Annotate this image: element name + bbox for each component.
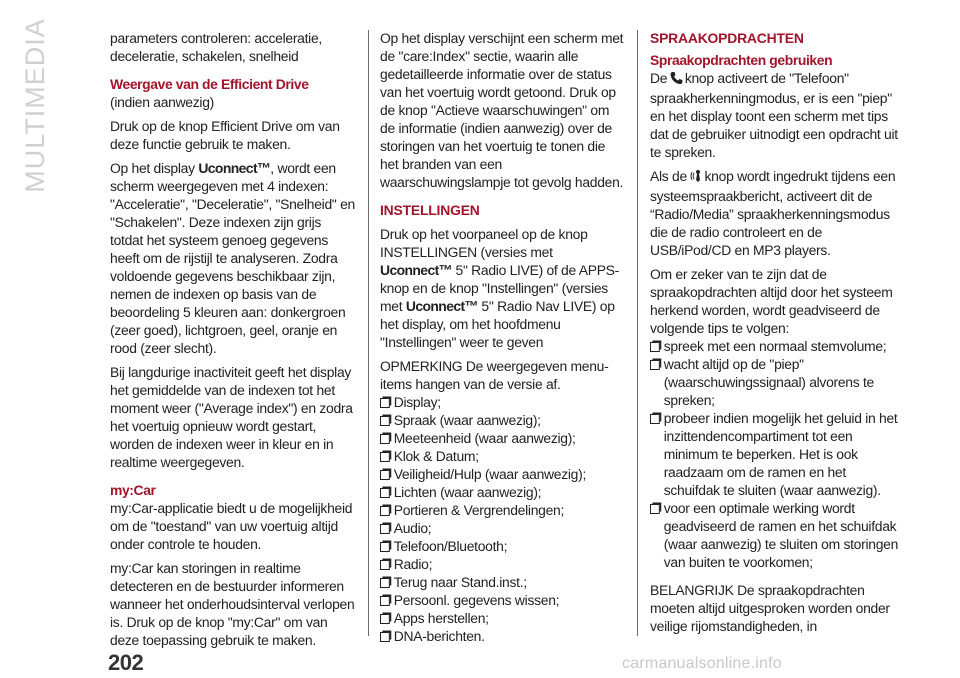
voice-tip-item: wacht altijd op de "piep" (waarschuwingssignaal) alvorens te spreken;: [650, 356, 899, 410]
settings-menu-list: [380, 394, 625, 646]
voice-paragraph-2: Als de knop wordt ingedrukt tijdens een systeemspraakbericht, activeert dit de “Radio/Media” spraakherkenningsmodus die de radio controleert en de USB/iPod/CD en MP3 players.: [650, 169, 896, 259]
column-divider: [368, 30, 369, 636]
settings-heading: INSTELLINGEN: [380, 203, 480, 219]
settings-menu-item: Apps herstellen;: [380, 610, 625, 628]
settings-paragraph: Druk op het voorpaneel op de knop INSTELLINGEN (versies met Uconnect™ 5" Radio LIVE) of de APPS-knop en de knop "Instellingen" (versies met Uconnect™ 5" Radio Nav LIVE) op het display, om het hoofdmenu "Instellingen" weer te geven: [380, 227, 619, 351]
settings-menu-item: Veiligheid/Hulp (waar aanwezig);: [380, 466, 625, 484]
voice-tip-item: probeer indien mogelijk het geluid in het inzittendencompartiment tot een minimum te beperken. Het is ook raadzaam om de ramen en het schuifdak te sluiten (waar aanwezig).: [650, 410, 899, 500]
settings-menu-item: Klok & Datum;: [380, 448, 625, 466]
mycar-paragraph-2: my:Car kan storingen in realtime detecteren en de bestuurder informeren wanneer het onderhoudsinterval verlopen is. Druk op de knop "my:Car" om van deze toepassing gebruik te maken.: [110, 561, 355, 649]
settings-menu-item: Portieren & Vergrendelingen;: [380, 502, 625, 520]
intro-paragraph: parameters controleren: acceleratie, deceleratie, schakelen, snelheid: [110, 31, 322, 65]
efficient-drive-paragraph-2: Op het display Uconnect™, wordt een scherm weergegeven met 4 indexen: "Acceleratie", "Deceleratie", "Snelheid" en "Schakelen". Deze indexen zijn grijs totdat het systeem genoeg gegevens heeft om de rijstijl te analyseren. Zodra voldoende gegevens beschikbaar zijn, nemen de indexen op basis van de beoordeling 5 kleuren aan: donkergroen (zeer goed), lichtgroen, geel, oranje en rood (zeer slecht).: [110, 161, 355, 357]
important-paragraph: BELANGRIJK De spraakopdrachten moeten altijd uitgesproken worden onder veilige rijomstandigheden, in: [650, 583, 890, 635]
settings-menu-item: Telefoon/Bluetooth;: [380, 538, 625, 556]
watermark: carmanualsonline.info: [622, 655, 782, 672]
column-left: [110, 30, 355, 656]
settings-menu-item: Persoonl. gegevens wissen;: [380, 592, 625, 610]
settings-menu-item: Radio;: [380, 556, 625, 574]
section-sidebar-title: [4, 17, 66, 193]
voice-tips-list: [650, 338, 899, 572]
voice-tip-item: spreek met een normaal stemvolume;: [650, 338, 899, 356]
mycar-paragraph-1: my:Car-applicatie biedt u de mogelijkheid om de "toestand" van uw voertuig altijd onder controle te houden.: [110, 501, 353, 553]
mycar-heading: my:Car: [110, 483, 156, 499]
brand-name: Uconnect™: [380, 263, 452, 279]
efficient-drive-heading: Weergave van de Efficient Drive: [110, 77, 309, 93]
settings-menu-item: Lichten (waar aanwezig);: [380, 484, 625, 502]
efficient-drive-paragraph-3: Bij langdurige inactiviteit geeft het display het gemiddelde van de indexen tot het moment weer ("Average index") en zodra het voertuig opnieuw wordt gestart, worden de indexen weer in kleur en in realtime weergegeven.: [110, 365, 353, 471]
care-index-paragraph: Op het display verschijnt een scherm met de "care:Index" sectie, waarin alle gedetailleerde informatie over de status van het voertuig wordt getoond. Druk op de knop "Actieve waarschuwingen" om de informatie (indien aanwezig) over de storingen van het voertuig te tonen die het branden van een waarschuwingslampje tot gevolg hadden.: [380, 31, 624, 191]
voice-command-icon: [689, 169, 703, 188]
efficient-drive-note: (indien aanwezig): [110, 95, 214, 111]
voice-paragraph-1: De knop activeert de "Telefoon" spraakherkenningmodus, er is een "piep" en het display toont een scherm met tips dat de gebruiker uitnodigt een opdracht uit te spreken.: [650, 71, 898, 161]
settings-menu-item: Meeteenheid (waar aanwezig);: [380, 430, 625, 448]
column-divider: [637, 30, 638, 636]
efficient-drive-paragraph-1: Druk op de knop Efficient Drive om van deze functie gebruik te maken.: [110, 119, 340, 153]
settings-note: OPMERKING De weergegeven menu-items hangen van de versie af.: [380, 359, 609, 393]
settings-menu-item: Spraak (waar aanwezig);: [380, 412, 625, 430]
section-title-text: MULTIMEDIA: [19, 17, 50, 193]
phone-icon: [669, 71, 683, 90]
voice-commands-heading: SPRAAKOPDRACHTEN: [650, 31, 804, 47]
column-middle: [380, 30, 625, 646]
settings-menu-item: Terug naar Stand.inst.;: [380, 574, 625, 592]
voice-commands-subheading: Spraakopdrachten gebruiken: [650, 53, 833, 69]
column-right: [650, 30, 899, 642]
settings-menu-item: DNA-berichten.: [380, 628, 625, 646]
brand-name: Uconnect™: [405, 299, 478, 315]
voice-paragraph-3: Om er zeker van te zijn dat de spraakopdrachten altijd door het systeem herkend worden, wordt geadviseerd de volgende tips te volgen:: [650, 267, 893, 337]
brand-name: Uconnect™: [198, 161, 271, 177]
settings-menu-item: Audio;: [380, 520, 625, 538]
voice-tip-item: voor een optimale werking wordt geadviseerd de ramen en het schuifdak (waar aanwezig) te sluiten om storingen van buiten te voorkomen;: [650, 500, 899, 572]
settings-menu-item: Display;: [380, 394, 625, 412]
page-number: 202: [108, 650, 144, 675]
